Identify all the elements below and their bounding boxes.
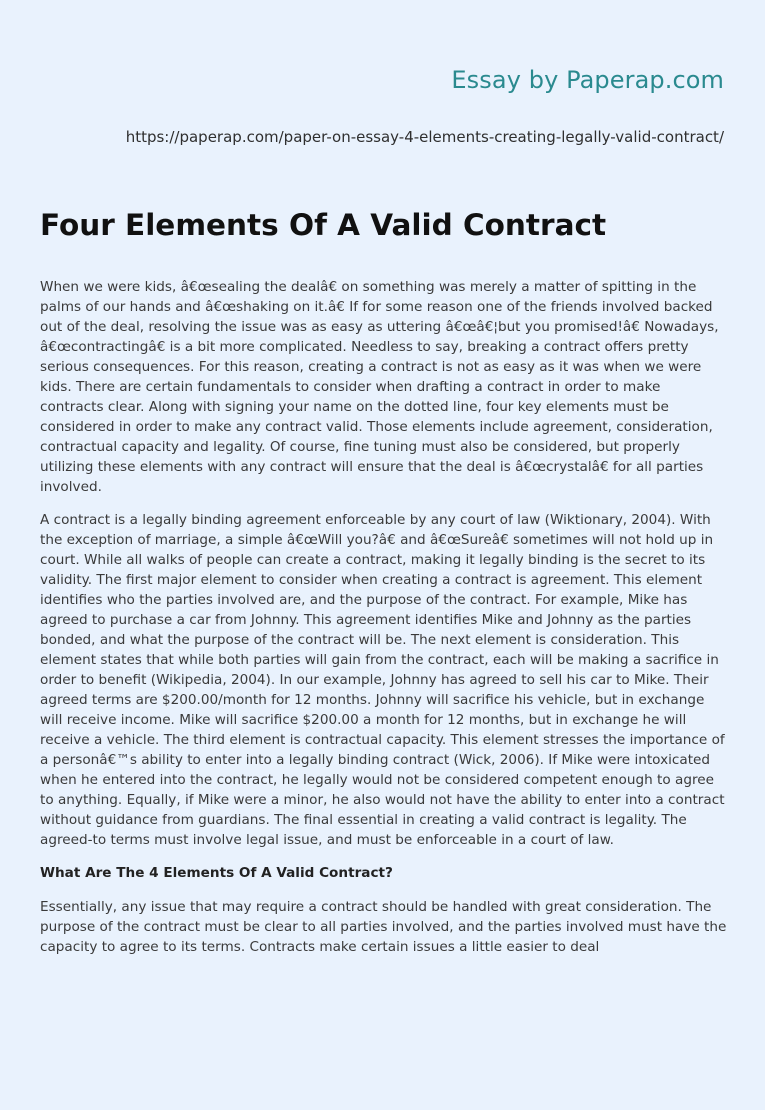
paragraph-closing: Essentially, any issue that may require a contract should be handled with great consideration. The purpose of the contract must be clear to all parties involved, and the parties involved must have the capacity to agree to its terms. Contracts make certain issues a little easier to deal (40, 899, 727, 955)
section-subheading: What Are The 4 Elements Of A Valid Contract? (40, 865, 393, 881)
paragraph-intro: When we were kids, â€œsealing the dealâ€ on something was merely a matter of spitting in the palms of our hands and â€œshaking on it.â€ If for some reason one of the friends involved backed out of the deal, resolving the issue was as easy as uttering â€œâ€¦but you promised!â€ Nowadays, â€œcontractingâ€ is a bit more complicated. Needless to say, breaking a contract offers pretty serious consequences. For this reason, creating a contract is not as easy as it was when we were kids. There are certain fundamentals to consider when drafting a contract in order to make contracts clear. Along with signing your name on the dotted line, four key elements must be considered in order to make any contract valid. Those elements include agreement, consideration, contractual capacity and legality. Of course, fine tuning must also be considered, but properly utilizing these elements with any contract will ensure that the deal is â€œcrystalâ€ for all parties involved. (40, 279, 719, 495)
site-brand[interactable]: Essay by Paperap.com (451, 66, 724, 94)
page-title: Four Elements Of A Valid Contract (40, 208, 607, 242)
paragraph-definition: A contract is a legally binding agreement enforceable by any court of law (Wiktionary, 2004). With the exception of marriage, a simple â€œWill you?â€ and â€œSureâ€ sometimes will not hold up in court. While all walks of people can create a contract, making it legally binding is the secret to its validity. The first major element to consider when creating a contract is agreement. This element identifies who the parties involved are, and the purpose of the contract. For example, Mike has agreed to purchase a car from Johnny. This agreement identifies Mike and Johnny as the parties bonded, and what the purpose of the contract will be. The next element is consideration. This element states that while both parties will gain from the contract, each will be making a sacrifice in order to benefit (Wikipedia, 2004). In our example, Johnny has agreed to sell his car to Mike. Their agreed terms are $200.00/month for 12 months. Johnny will sacrifice his vehicle, but in exchange will receive income. Mike will sacrifice $200.00 a month for 12 months, but in exchange he will receive a vehicle. The third element is contractual capacity. This element stresses the importance of a personâ€™s ability to enter into a legally binding contract (Wick, 2006). If Mike were intoxicated when he entered into the contract, he legally would not be considered competent enough to agree to anything. Equally, if Mike were a minor, he also would not have the ability to enter into a contract without guidance from guardians. The final essential in creating a valid contract is legality. The agreed-to terms must involve legal issue, and must be enforceable in a court of law. (40, 512, 725, 848)
article-body (40, 277, 728, 970)
source-url[interactable]: https://paperap.com/paper-on-essay-4-elements-creating-legally-valid-contract/ (125, 128, 724, 146)
